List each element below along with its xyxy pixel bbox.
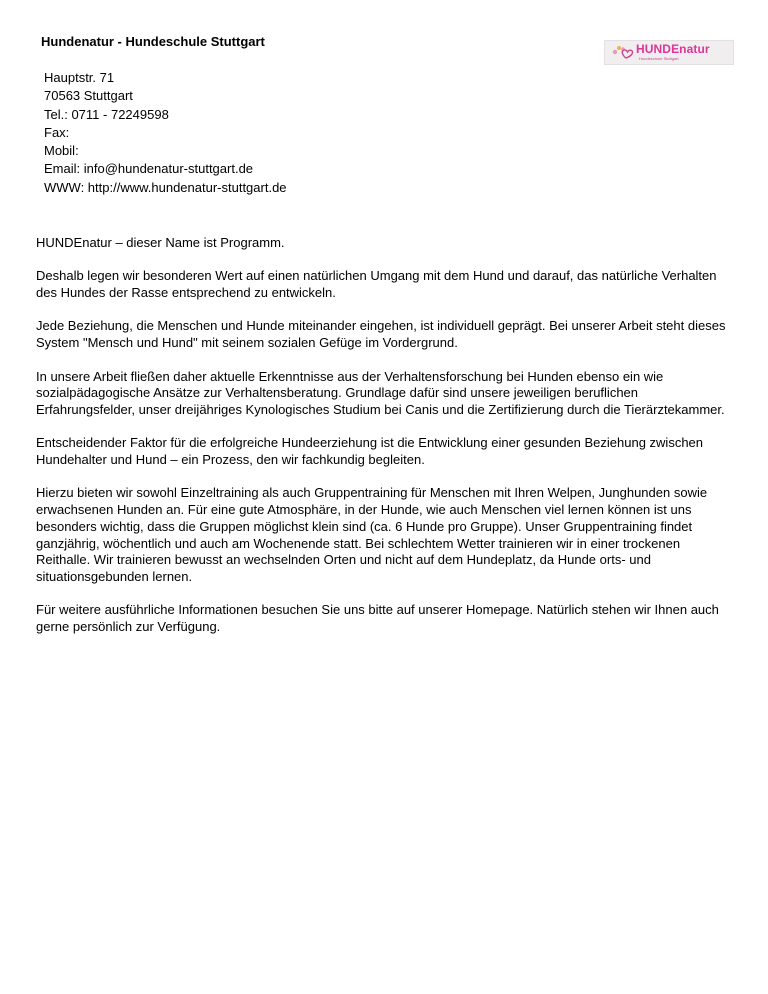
description-text [36,235,736,652]
contact-phone: Tel.: 0711 - 72249598 [44,106,169,122]
paw-heart-icon [611,44,635,61]
contact-email: Email: info@hundenatur-stuttgart.de [44,161,254,177]
company-logo [604,40,734,65]
paragraph: In unsere Arbeit fließen daher aktuelle Erkenntnisse aus der Verhaltensforschung bei Hunden ebenso ein wie sozialpädagogische Ansätze zur Verhaltensberatung. Grundlage dafür sind unsere jeweiligen beruflichen Erfahrungsfelder, unser dreijähriges Kynologisches Studium bei Canis und die Zertifizierung durch die Tierärztekammer. [36,368,725,417]
contact-block [44,69,287,197]
logo-tagline: Hundeschule Stuttgart [639,56,679,61]
contact-fax: Fax: [44,124,70,140]
contact-mobile: Mobil: [44,143,79,159]
logo-wordmark: HUNDEnatur [636,42,710,56]
paragraph: Deshalb legen wir besonderen Wert auf einen natürlichen Umgang mit dem Hund und darauf, das natürliche Verhalten des Hundes der Rasse entsprechend zu entwickeln. [36,268,717,301]
paragraph: HUNDEnatur – dieser Name ist Programm. [36,235,285,250]
paragraph: Hierzu bieten wir sowohl Einzeltraining als auch Gruppentraining für Menschen mit Ihren Welpen, Junghunden sowie erwachsenen Hunden an. Für eine gute Atmosphäre, in der Hunde, wie auch Menschen viel lernen können ist uns besonders wichtig, dass die Gruppen möglichst klein sind (ca. 6 Hunde pro Gruppe). Unser Gruppentraining findet ganzjährig, wöchentlich und auch am Wochenende statt. Bei schlechtem Wetter trainieren wir in einer trockenen Reithalle. Wir trainieren bewusst an wechselnden Orten und nicht auf dem Hundeplatz, da Hunde orts- und situationsgebunden lernen. [36,485,708,584]
paragraph: Entscheidender Faktor für die erfolgreiche Hundeerziehung ist die Entwicklung einer gesunden Beziehung zwischen Hundehalter und Hund – ein Prozess, den wir fachkundig begleiten. [36,435,704,468]
page-title: Hundenatur - Hundeschule Stuttgart [41,34,265,49]
paragraph: Für weitere ausführliche Informationen besuchen Sie uns bitte auf unserer Homepage. Natürlich stehen wir Ihnen auch gerne persönlich zur Verfügung. [36,602,719,635]
contact-street: Hauptstr. 71 [44,70,115,85]
contact-website: WWW: http://www.hundenatur-stuttgart.de [44,179,287,195]
paragraph: Jede Beziehung, die Menschen und Hunde miteinander eingehen, ist individuell geprägt. Bei unserer Arbeit steht dieses System "Mensch und Hund" mit seinem sozialen Gefüge im Vordergrund. [36,318,726,351]
contact-city: 70563 Stuttgart [44,88,133,104]
